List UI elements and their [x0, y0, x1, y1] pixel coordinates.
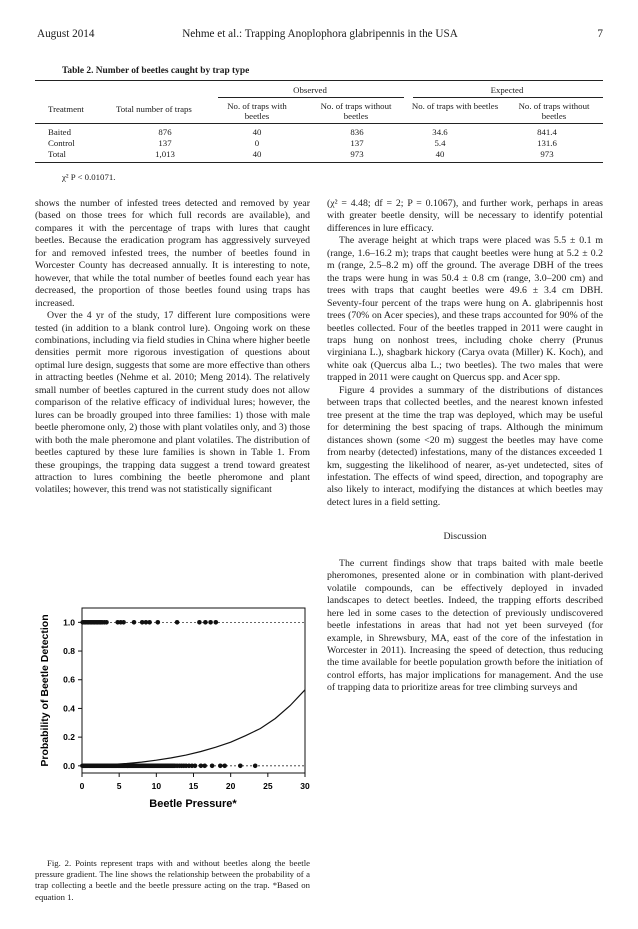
cell-total: 137 — [158, 138, 172, 148]
cell-total: 1,013 — [155, 149, 175, 159]
figure-caption: Fig. 2. Points represent traps with and without beetles along the beetle pressure gradient. The line shows the relationship between the probability of a trap collecting a beetle and the beetle pressure acting on the trap. *Based on equation 1. — [35, 858, 310, 902]
x-axis-ticks — [80, 773, 310, 791]
table-header-rule — [35, 123, 603, 124]
x-tick-label: 30 — [300, 781, 310, 791]
y-tick-label: 0.6 — [63, 674, 75, 685]
paragraph: (χ² = 4.48; df = 2; P = 0.1067), and further work, perhaps in areas with greater beetle density, will be necessary to identify potential differences in lure efficacy. — [327, 198, 603, 234]
y-tick-label: 0.8 — [63, 646, 75, 657]
data-point — [156, 620, 161, 625]
data-point — [222, 764, 227, 769]
cell-exp-without: 841.4 — [537, 127, 557, 137]
plot-frame — [82, 608, 305, 773]
figure-2-chart — [35, 605, 315, 855]
cell-obs-with: 40 — [252, 127, 262, 137]
table-top-rule — [35, 80, 603, 81]
cell-exp-without: 973 — [540, 149, 554, 159]
cell-treatment: Control — [48, 138, 75, 148]
fitted-probability-line — [82, 690, 305, 766]
header-page-number: 7 — [597, 28, 603, 40]
col-exp-without: No. of traps without beetles — [518, 101, 590, 121]
cell-obs-with: 40 — [252, 149, 262, 159]
paragraph: Figure 4 provides a summary of the distributions of distances between traps that collected beetles, and the nearest known infested tree present at the time the trap was deployed, which may be useful for determining the best spacing of traps. Although the minimum distances shown (some <20 m) suggest the beetles may have come from nearby (detected) infestations, many of the distances exceeded 1 km, suggesting the likelihood of nearer, as-yet undetected, sites of infestation. The effects of wind speed, direction, and topography are also likely to interact, modifying the distances at which beetles may detect lures in a field setting. — [327, 384, 603, 508]
table-group-observed: Observed — [293, 85, 327, 95]
y-tick-label: 1.0 — [63, 617, 75, 628]
header-date: August 2014 — [37, 28, 95, 40]
data-point — [132, 620, 137, 625]
fitted-curve — [82, 690, 305, 766]
data-point — [104, 620, 109, 625]
data-point — [238, 764, 243, 769]
observed-rule — [218, 97, 404, 98]
col-treatment: Treatment — [48, 104, 84, 114]
cell-obs-with: 0 — [254, 138, 260, 148]
data-point — [193, 764, 198, 769]
discussion-heading: Discussion — [443, 531, 487, 543]
col-obs-without: No. of traps without beetles — [320, 101, 392, 121]
reference-lines — [82, 622, 305, 765]
x-tick-label: 10 — [151, 781, 162, 791]
data-point — [208, 620, 213, 625]
y-tick-label: 0.2 — [63, 732, 75, 743]
table-group-expected: Expected — [490, 85, 524, 95]
paragraph: The current findings show that traps baited with male beetle pheromones, presented alone or in combination with plant-derived volatile compounds, can be effectively deployed in invaded landscapes to detect beetles. Indeed, the trapping efforts described here led in some cases to the detection of previously undiscovered beetle infestations in areas that had not yet been surveyed (for example, in Shrewsbury, MA, east of the core of the infestation in Worcester in 2011). Increasing the speed of detection, thus reducing the time available for beetle population growth before the initiation of control efforts, has major implications for management. And the use of trapping data to prioritize areas for tree climbing surveys and — [327, 557, 603, 694]
data-points — [80, 620, 257, 768]
cell-obs-without: 137 — [350, 138, 364, 148]
col-exp-with: No. of traps with beetles — [411, 101, 499, 111]
cell-total: 876 — [158, 127, 172, 137]
table-bottom-rule — [35, 162, 603, 163]
cell-treatment: Baited — [48, 127, 71, 137]
y-axis-ticks — [63, 617, 82, 770]
y-axis-label: Probability of Beetle Detection — [39, 614, 51, 767]
y-tick-label: 0.4 — [63, 703, 75, 714]
data-point — [147, 620, 152, 625]
data-point — [175, 620, 180, 625]
cell-obs-without: 973 — [350, 149, 364, 159]
x-tick-label: 0 — [79, 781, 85, 791]
data-point — [253, 764, 258, 769]
paragraph: Over the 4 yr of the study, 17 different lure compositions were tested (in addition to a blank control lure). Ongoing work on these combinations, including via field studies in China where higher beetle densities permit more rigorous investigation of questions about optimal lure design, suggests that some are more effective than others in attracting beetles (Nehme et al. 2010; Meng 2014). The relatively small number of beetles captured in the current study does not allow comparison of the relative efficacy of individual lures; however, the lures can be broadly grouped into three families: 1) those with male beetle pheromone only, 2) those with plant volatiles only, and 3) those with both the male pheromone and plant volatiles. The distribution of beetles captured by these lure families is shown in Table 1. From these groupings, the trapping data suggest a trend toward greatest attraction to lures combining the beetle pheromone and plant volatiles; however, this trend was not statistically significant — [35, 310, 310, 496]
cell-obs-without: 836 — [350, 127, 364, 137]
col-total-traps: Total number of traps — [116, 104, 192, 114]
data-point — [203, 620, 208, 625]
x-tick-label: 25 — [263, 781, 273, 791]
x-tick-label: 5 — [116, 781, 122, 791]
header-running-title: Nehme et al.: Trapping Anoplophora glabripennis in the USA — [182, 28, 458, 40]
y-tick-label: 0.0 — [63, 760, 75, 771]
data-point — [210, 764, 215, 769]
paragraph: The average height at which traps were placed was 5.5 ± 0.1 m (range, 1.6–16.2 m); traps that caught beetles were hung at 5.2 ± 0.2 m (range, 2.5–8.2 m) off the ground. The average DBH of the trees the traps were hung in was 50.4 ± 0.8 cm (range, 3.0–200 cm) and trees with traps that caught beetles were 49.6 ± 3.4 cm DBH. Seventy-four percent of the traps were hung on A. glabripennis host trees (70% on Acer species), and these traps accounted for 90% of the beetles collected. Four of the beetles trapped in 2011 were caught in traps hung on nonhost trees, including choke cherry (Prunus virginiana L.), shagbark hickory (Carya ovata (Miller) K. Koch), and white oak (Quercus alba L.; two beetles). The two males that were trapped in 2011 were caught on Quercus spp. and Acer spp. — [327, 235, 603, 384]
cell-exp-without: 131.6 — [537, 138, 557, 148]
paragraph: shows the number of infested trees detected and removed by year (based on those trees for which full records are available), and compares it with the percentage of traps with lures that caught beetles. Because the eradication program has aggressively surveyed for and removed infested trees, the number of beetles found in Worcester County has decreased annually. It is interesting to note, however, that while the total number of beetles found each year has decreased, the proportion of those beetles found using traps has increased. — [35, 198, 310, 309]
left-column — [35, 198, 310, 497]
x-tick-label: 15 — [188, 781, 199, 791]
table-footnote: χ² P < 0.01071. — [62, 172, 116, 182]
running-header — [37, 28, 603, 44]
table-caption: Table 2. Number of beetles caught by trap type — [62, 66, 250, 76]
data-point — [214, 620, 219, 625]
cell-exp-with: 40 — [435, 149, 445, 159]
cell-treatment: Total — [48, 149, 66, 159]
cell-exp-with: 5.4 — [434, 138, 446, 148]
cell-exp-with: 34.6 — [432, 127, 448, 137]
data-point — [197, 620, 202, 625]
x-axis-label: Beetle Pressure* — [149, 798, 237, 810]
data-point — [202, 764, 207, 769]
data-point — [218, 764, 223, 769]
x-tick-label: 20 — [225, 781, 236, 791]
data-point — [121, 620, 126, 625]
col-obs-with: No. of traps with beetles — [227, 101, 287, 121]
expected-rule — [413, 97, 603, 98]
right-column — [327, 198, 603, 695]
